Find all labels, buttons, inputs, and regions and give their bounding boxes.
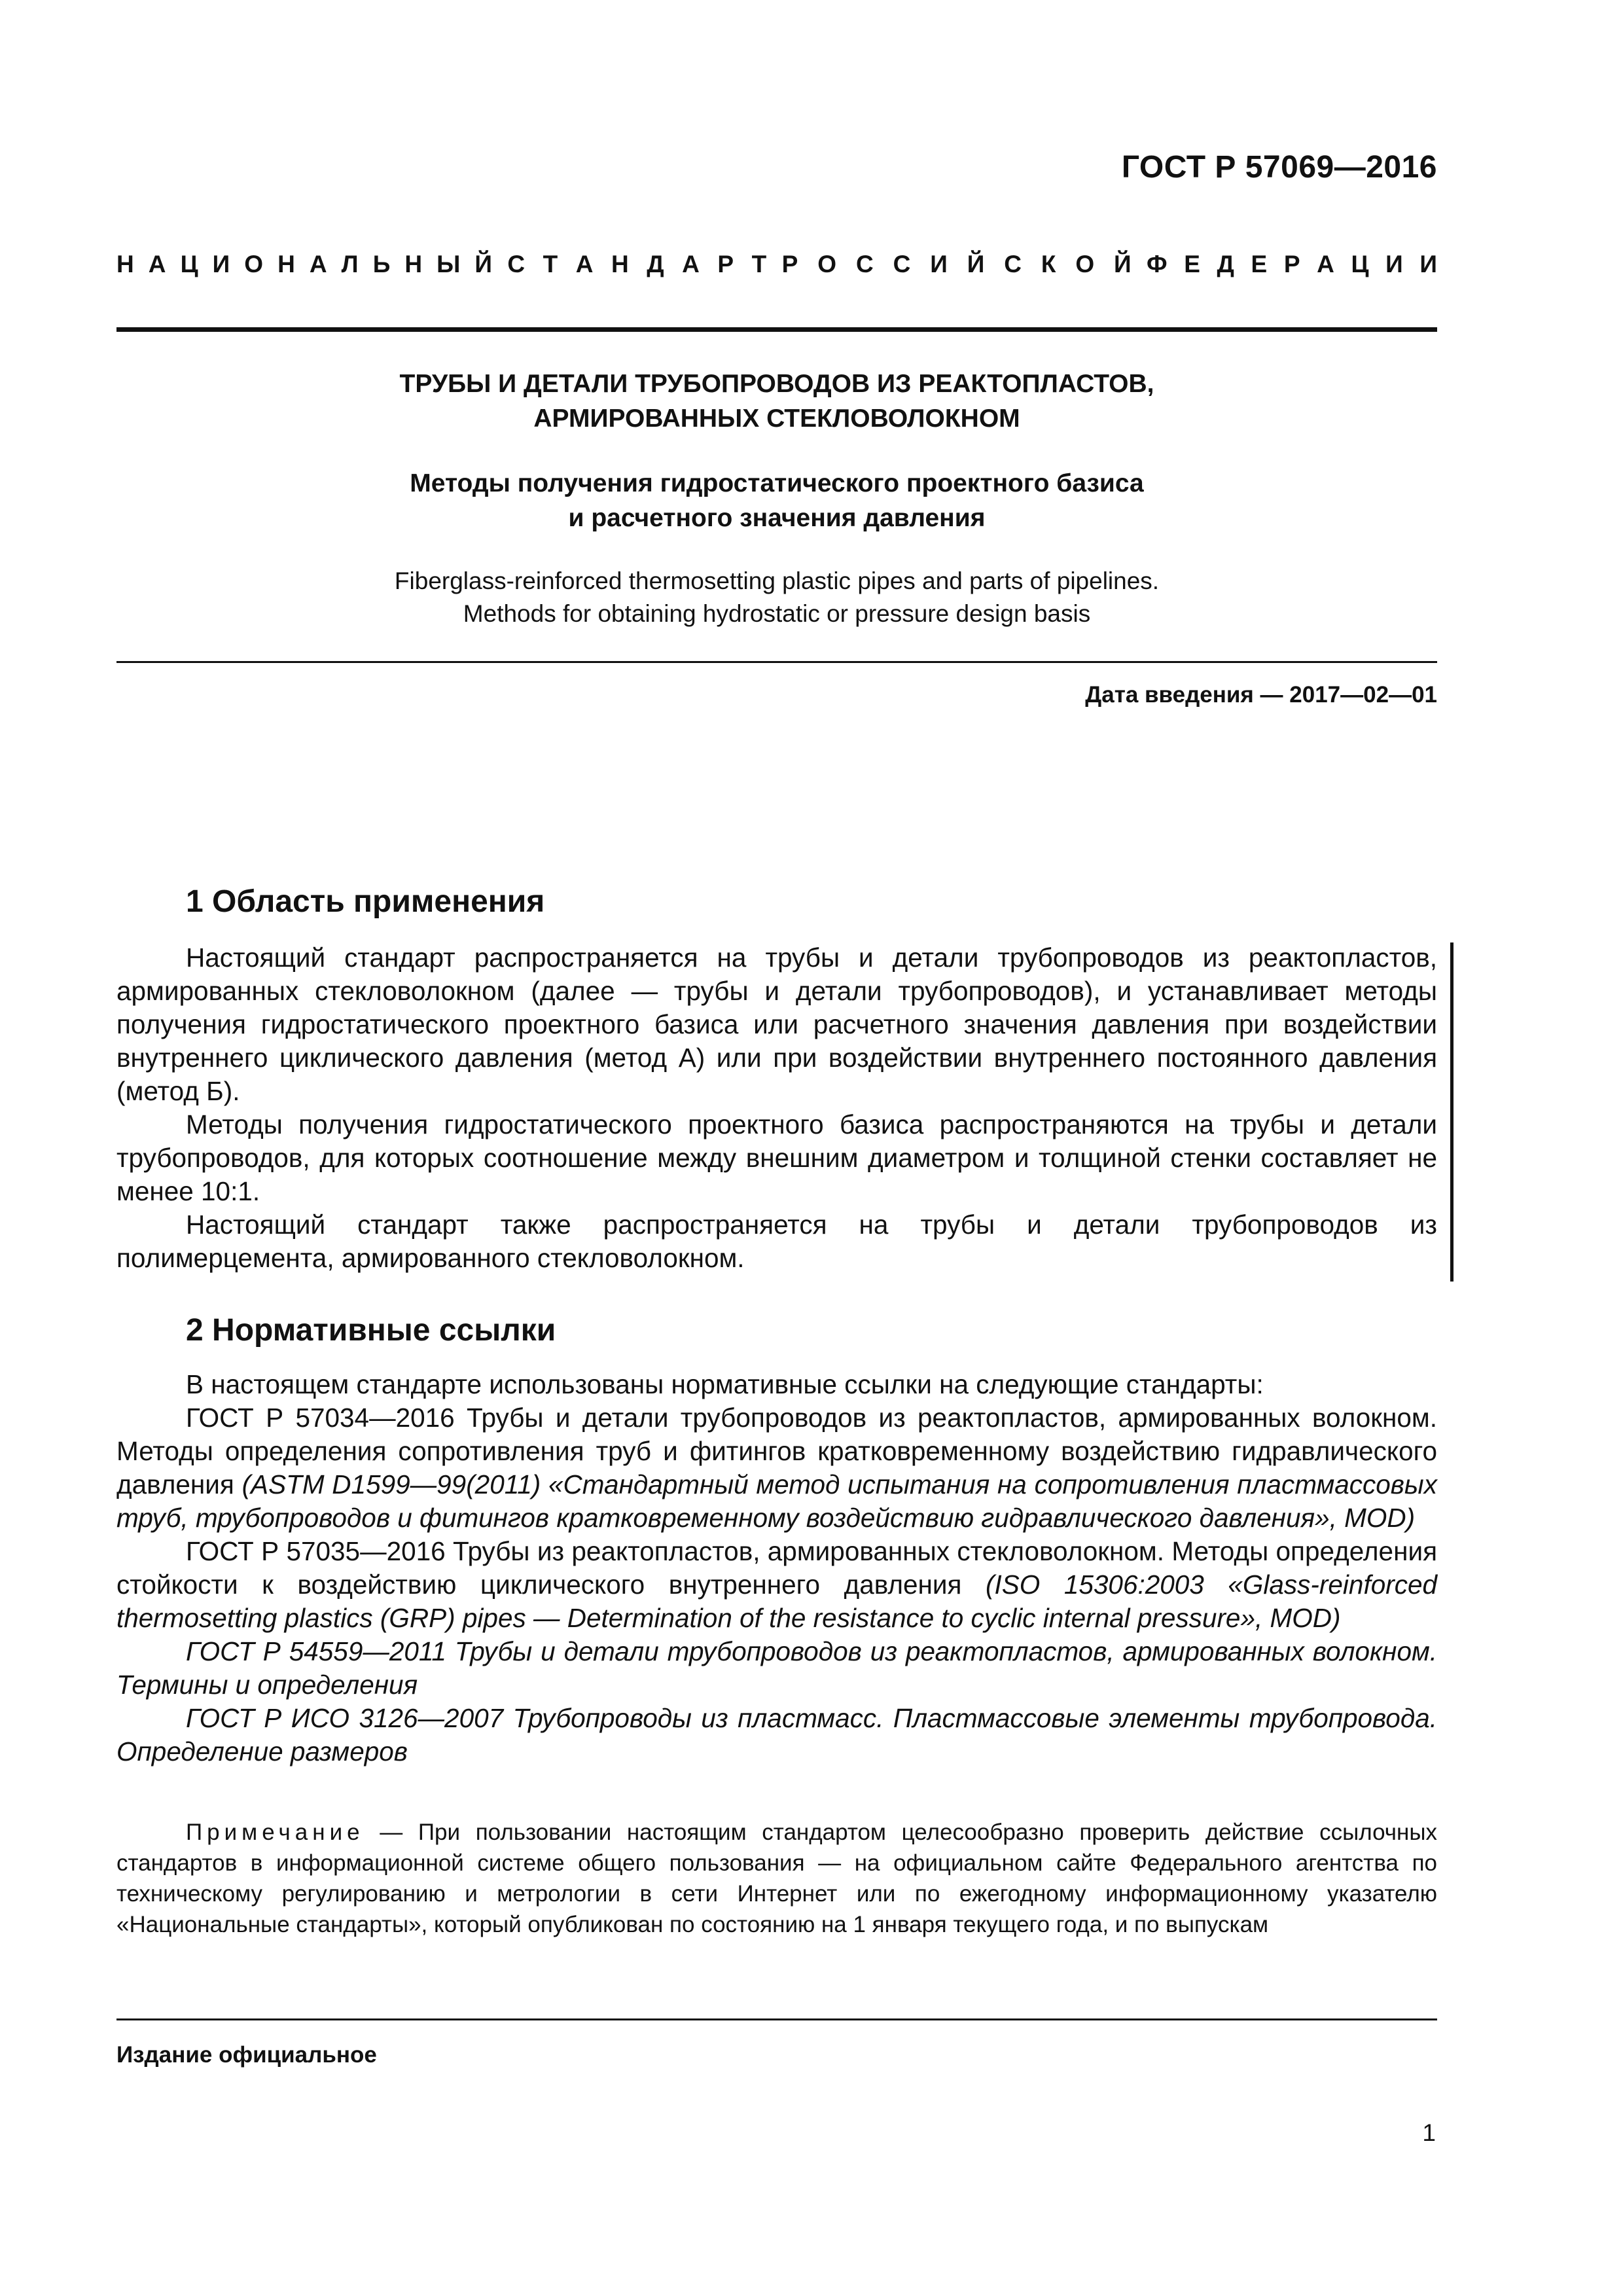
english-title (116, 565, 1437, 630)
page-number: 1 (1422, 2119, 1436, 2146)
national-standard-header (116, 251, 1437, 278)
header-divider (116, 327, 1437, 332)
document-title (116, 367, 1437, 436)
reference-entry (116, 1535, 1437, 1635)
reference-entry (116, 1401, 1437, 1535)
reference-text: ГОСТ Р 57034—2016 Трубы и детали трубопроводов из реактопластов, армированных волокном. Методы определения сопротивления труб и фитингов кратковременному воздействию гидравлического давления (116, 1403, 1437, 1499)
header-word-national: Н А Ц И О Н А Л Ь Н Ы Й (116, 251, 492, 278)
reference-source: (ISO 15306:2003 «Glass-reinforced thermosetting plastics (GRP) pipes — Determination of the resistance to cyclic internal pressure», MOD) (116, 1570, 1438, 1633)
change-bar (1450, 942, 1454, 1282)
english-title-line: Methods for obtaining hydrostatic or pressure design basis (463, 600, 1091, 627)
reference-entry: ГОСТ Р ИСО 3126—2007 Трубопроводы из пластмасс. Пластмассовые элементы трубопровода. Определение размеров (116, 1703, 1437, 1767)
note-paragraph (116, 1817, 1437, 1940)
header-word-russian: Р О С С И Й С К О Й (781, 251, 1132, 278)
reference-text: ГОСТ Р 57035—2016 Трубы из реактопластов, армированных стекловолокном. Методы определения стойкости к воздействию циклического внутреннего давления (116, 1536, 1437, 1600)
header-word-federation: Ф Е Д Е Р А Ц И И (1146, 251, 1437, 278)
header-word-standard: С Т А Н Д А Р Т (507, 251, 767, 278)
english-title-line: Fiberglass-reinforced thermosetting plastic pipes and parts of pipelines. (394, 567, 1160, 594)
introduction-date: Дата введения — 2017—02—01 (1085, 682, 1437, 708)
paragraph: Методы получения гидростатического проектного базиса распространяются на трубы и детали трубопроводов, для которых соотношение между внешним диаметром и толщиной стенки составляет не менее 10:1. (116, 1109, 1437, 1206)
title-line: АРМИРОВАННЫХ СТЕКЛОВОЛОКНОМ (533, 404, 1020, 433)
reference-entry: ГОСТ Р 54559—2011 Трубы и детали трубопроводов из реактопластов, армированных волокном. Термины и определения (116, 1636, 1437, 1700)
subtitle-line: Методы получения гидростатического проектного базиса (410, 469, 1144, 497)
subtitle-line: и расчетного значения давления (568, 504, 986, 532)
section-2-heading: 2 Нормативные ссылки (186, 1313, 556, 1348)
title-divider (116, 661, 1437, 663)
footer-divider (116, 2018, 1437, 2020)
paragraph: Настоящий стандарт также распространяется на трубы и детали трубопроводов из полимерцемента, армированного стекловолокном. (116, 1210, 1437, 1273)
section-1-heading: 1 Область применения (186, 884, 545, 919)
title-line: ТРУБЫ И ДЕТАЛИ ТРУБОПРОВОДОВ ИЗ РЕАКТОПЛАСТОВ, (399, 370, 1154, 398)
standard-designation: ГОСТ Р 57069—2016 (1121, 150, 1437, 185)
note-body: — При пользовании настоящим стандартом целесообразно проверить действие ссылочных стандартов в информационной системе общего пользования — на официальном сайте Федерального агентства по техническому регулированию и метрологии в сети Интернет или по ежегодному информационному указателю «Национальные стандарты», который опубликован по состоянию на 1 января текущего года, и по выпускам (116, 1820, 1437, 1937)
paragraph: Настоящий стандарт распространяется на трубы и детали трубопроводов из реактопластов, армированных стекловолокном (далее — трубы и детали трубопроводов), и устанавливает методы получения гидростатического проектного базиса или расчетного значения давления при воздействии внутреннего циклического давления (метод А) или при воздействии внутреннего постоянного давления (метод Б). (116, 942, 1437, 1106)
document-subtitle (116, 466, 1437, 535)
section-1-body (116, 941, 1437, 1275)
reference-source: (ASTM D1599—99(2011) «Стандартный метод испытания на сопротивления пластмассовых труб, трубопроводов и фитингов кратковременному воздействию гидравлического давления», MOD) (116, 1469, 1437, 1533)
section-2-body (116, 1368, 1437, 1768)
note (116, 1817, 1437, 1940)
paragraph: В настоящем стандарте использованы нормативные ссылки на следующие стандарты: (186, 1369, 1264, 1399)
note-label: Примечание (186, 1820, 365, 1845)
edition-label: Издание официальное (116, 2042, 377, 2068)
